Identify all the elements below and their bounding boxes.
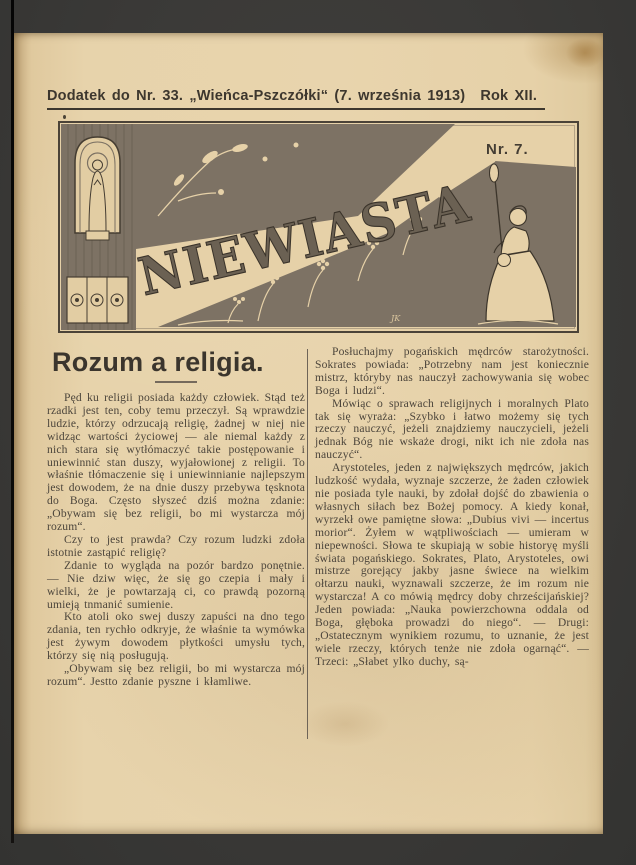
artist-signature: JK bbox=[391, 314, 401, 323]
paragraph: Zdanie to wygląda na pozór bardzo ponętnie. — Nie dziw więc, że się go czepia i mały i wielki, że je powtarzają ci, co prawdą pozorną umieją tnmanić sumienie. bbox=[47, 558, 305, 611]
ink-stain bbox=[566, 38, 604, 68]
page-header bbox=[47, 88, 545, 110]
balustrade-ornament bbox=[67, 277, 128, 323]
paragraph: Arystoteles, jeden z największych mędrców, jakich ludzkość wydała, wyznaje szczerze, że żaden człowiek nie posiada tyle nauki, by zdołał dojść do zbawienia o własnych siłach bez Bożej pomocy. A kiedy konał, wyrzekł owe pamiętne słowa: „Dubius vivi — incertus morior“. Żyłem w wątpliwościach — umieram w niepewności. Słowa te skupiają w sobie historyę myśli świata pogańskiego. Sokrates, Plato, Arystoteles, owi mistrze gorejący jakby jasne świece na wielkim ołtarzu nauki, wyznawali szczerze, że im rozum nie wystarcza! A co mówią mędrcy doby chrześcijańskiej? Jeden powiada: „Nauka powierzchowna oddala od Boga, głęboka prowadzi do niego“. — Drugi: „Ostatecznym wynikiem rozumu, to uznanie, że jest wiele rzeczy, których tenże nie zdoła ogarnąć“. — Trzeci: „Słabet ylko duchy, są- bbox=[315, 461, 589, 668]
paragraph: Mówiąc o sprawach religijnych i moralnych Plato tak się wyraża: „Szybko i łatwo możemy się tych rzeczy nauczyć, jeżeli znajdziemy nauczycieli, jeżeli jednak Bóg nie wskaże drogi, nikt ich nie zdoła nas nauczyć“. bbox=[315, 396, 589, 462]
masthead-engraving bbox=[58, 121, 579, 333]
paragraph: Pęd ku religii posiada każdy człowiek. Stąd też rzadki jest ten, coby temu przeczył. Są wprawdzie ludzie, którzy odrzucają religię, żadnej w niej nie widząc wartości życiowej — ale niemal każdy z nich stara się wytłómaczyć takie postępowanie i uniewinnić stan duszy, wyjałowionej z religii. To właśnie tłómaczenie się i uniewinnianie najlepszym jest dowodem, że na dnie duszy przebywa tęsknota do Boga. Często słyszeć dziś można zdanie: „Obywam się bez religii, bo mi wystarcza mój rozum“. bbox=[47, 391, 305, 534]
title-divider bbox=[155, 381, 197, 383]
column-divider bbox=[307, 349, 308, 739]
masthead-title-text: NIEWIASTA bbox=[133, 166, 504, 309]
right-column bbox=[315, 346, 589, 669]
print-speck bbox=[63, 115, 66, 119]
header-volume-text: Rok XII. bbox=[480, 88, 538, 104]
header-supplement-text: Dodatek do Nr. 33. „Wieńca-Pszczółki“ (7. września 1913) bbox=[47, 88, 466, 104]
paragraph: Posłuchajmy pogańskich mędrców starożytności. Sokrates powiada: „Potrzebny nam jest koniecznie mistrz, któryby nas nauczył zachowywania się wobec Boga i ludzi“. bbox=[315, 345, 589, 397]
article-title: Rozum a religia. bbox=[52, 347, 264, 377]
paragraph: Czy to jest prawda? Czy rozum ludzki zdoła istotnie zastąpić religię? bbox=[47, 532, 305, 559]
madonna-panel bbox=[61, 124, 136, 330]
issue-number-label: Nr. 7. bbox=[486, 141, 529, 158]
left-column bbox=[47, 347, 305, 689]
paper-foxing bbox=[300, 701, 390, 747]
paragraph: „Obywam się bez religii, bo mi wystarcza mój rozum“. Jestto zdanie pyszne i kłamliwe. bbox=[47, 662, 305, 688]
paragraph: Kto atoli oko swej duszy zapuści na dno tego zdania, ten rychło odkryje, że właśnie ta wymówka jest żywym dowodem płytkości umysłu tych, którzy się nią posługują. bbox=[47, 610, 305, 663]
newspaper-page bbox=[14, 33, 603, 834]
